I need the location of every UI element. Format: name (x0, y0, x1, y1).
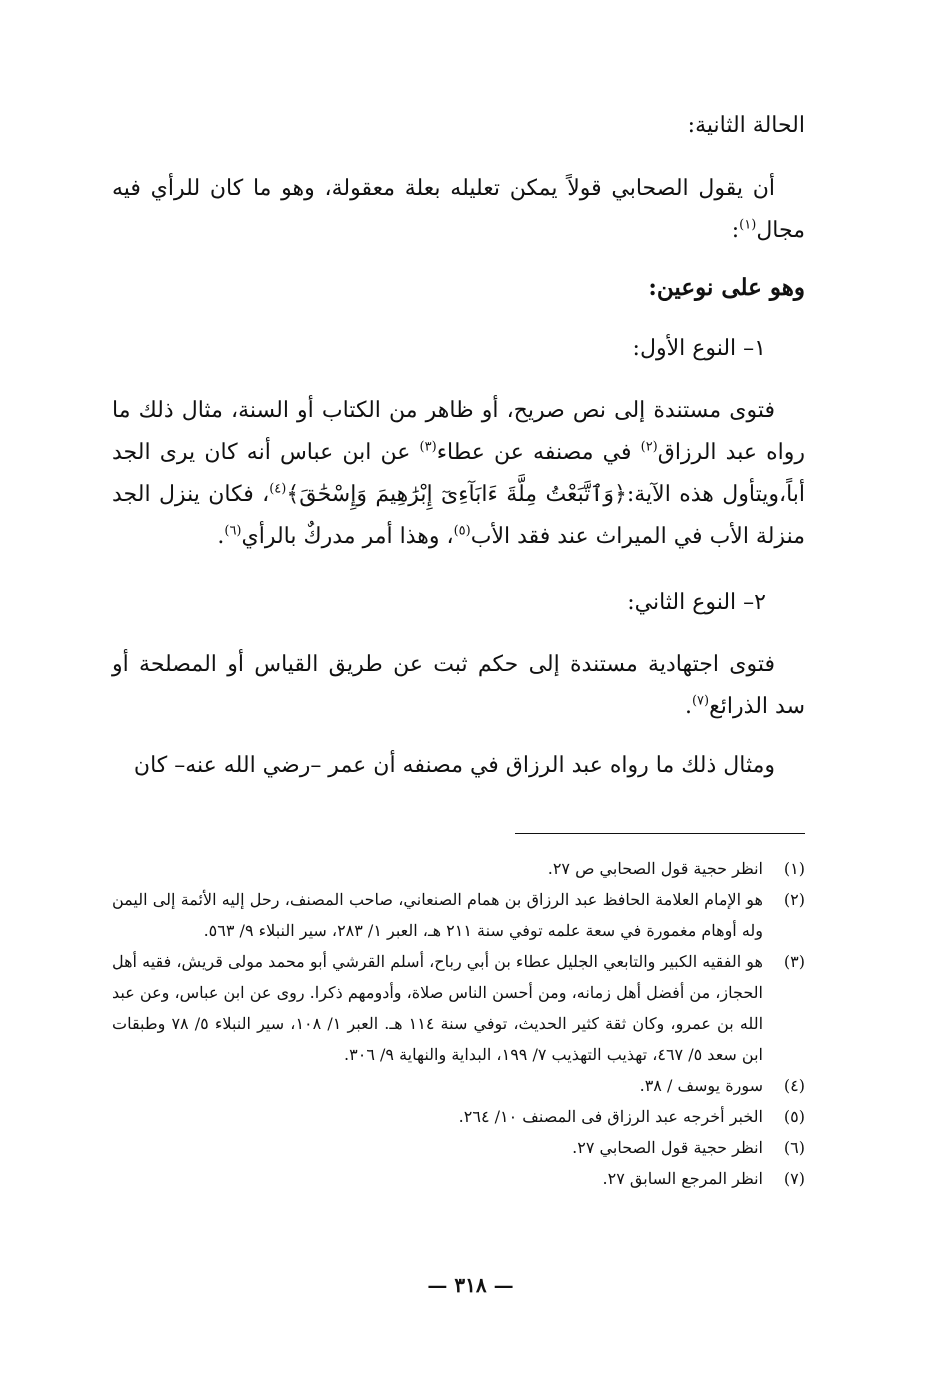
type1-text-1: فتوى مستندة إلى نص صريح، أو ظاهر من الكتاب أو السنة، مثال ذلك ما رواه عبد الرزاق (112, 398, 805, 465)
footnote-item (112, 1070, 805, 1101)
footnote-item (112, 1163, 805, 1194)
footnote-text: هو الفقيه الكبير والتابعي الجليل عطاء بن أبي رباح، أسلم القرشي أبو محمد مولى قريش، فقيه أهل الحجاز، من أفضل أهل زمانه، ومن أحسن الناس صلاة، وأدومهم ذكرا. روى عن ابن عباس، وعن عبد الله بن عمرو، وكان ثقة كثير الحديث، توفي سنة ١١٤ هـ. العبر ١/ ١٠٨، سير النبلاء ٥/ ٧٨ وطبقات ابن سعد ٥/ ٤٦٧، تهذيب التهذيب ٧/ ١٩٩، البداية والنهاية ٩/ ٣٠٦. (112, 952, 764, 1064)
type1-text-4: ، فكان ينزل الجد منزلة الأب في الميراث عند فقد الأب (112, 482, 805, 549)
footnote-ref-3[interactable]: (٣) (419, 439, 437, 455)
footnote-text: انظر المرجع السابق ٢٧. (602, 1169, 763, 1188)
footnote-item (112, 946, 805, 1070)
type2-text: فتوى اجتهادية مستندة إلى حكم ثبت عن طريق القياس أو المصلحة أو سد الذرائع (112, 652, 805, 719)
footnote-number: (٦) (783, 1138, 805, 1157)
type1-paragraph (112, 390, 805, 558)
footnote-item (112, 1132, 805, 1163)
type1-heading (633, 336, 766, 361)
footnote-item (112, 853, 805, 884)
footnote-text: سورة يوسف / ٣٨. (639, 1076, 763, 1095)
footnote-number: (٧) (783, 1169, 805, 1188)
footnote-ref-5[interactable]: (٥) (453, 523, 471, 539)
footnote-number: (٤) (783, 1076, 805, 1095)
types-heading-text: وهو على نوعين: (648, 274, 805, 301)
type2-end: . (684, 694, 692, 719)
footnote-ref-4[interactable]: (٤) (269, 481, 287, 497)
footnote-ref-2[interactable]: (٢) (640, 439, 658, 455)
quran-verse: ﴿وَٱتَّبَعْتُ مِلَّةَ ءَابَآءِىٓ إِبْرَٰهِيمَ وَإِسْحَٰقَ﴾ (286, 482, 627, 507)
footnote-text: انظر حجية قول الصحابي ٢٧. (572, 1138, 763, 1157)
section-title (688, 113, 805, 138)
footnotes (112, 853, 805, 1194)
example-text: ومثال ذلك ما رواه عبد الرزاق في مصنفه أن عمر –رضي الله عنه– كان (133, 753, 775, 778)
footnote-item (112, 884, 805, 946)
footnote-number: (٣) (783, 952, 805, 971)
types-heading (648, 274, 805, 301)
intro-text: أن يقول الصحابي قولاً يمكن تعليله بعلة معقولة، وهو ما كان للرأي فيه مجال (112, 176, 805, 243)
footnote-ref-1[interactable]: (١) (739, 217, 757, 233)
footnote-separator (515, 833, 805, 834)
footnote-ref-7[interactable]: (٧) (691, 693, 710, 709)
type1-heading-text: ١– النوع الأول: (632, 336, 766, 361)
footnote-text: هو الإمام العلامة الحافظ عبد الرزاق بن همام الصنعاني، صاحب المصنف، رحل إليه الأئمة إلى اليمن وله أوهام مغمورة في سعة علمه توفي سنة ٢١١ هـ، العبر ١/ ٢٨٣، سير النبلاء ٩/ ٥٦٣. (112, 890, 763, 940)
intro-paragraph (112, 168, 805, 252)
intro-end: : (731, 218, 740, 243)
footnote-number: (٢) (783, 890, 805, 909)
type2-heading-text: ٢– النوع الثاني: (627, 590, 766, 615)
type1-end: . (217, 524, 225, 549)
page-number: — ٣١٨ — (427, 1273, 514, 1297)
footnote-ref-6[interactable]: (٦) (224, 523, 242, 539)
footnote-text: انظر حجية قول الصحابي ص ٢٧. (547, 859, 763, 878)
section-title-text: الحالة الثانية: (687, 113, 805, 138)
type2-heading (627, 590, 766, 615)
footnote-item (112, 1101, 805, 1132)
type1-text-3: عن ابن عباس أنه كان يرى الجد أباً،ويتأول هذه الآية: (112, 440, 806, 507)
type2-paragraph (112, 644, 805, 728)
footnote-number: (١) (783, 859, 805, 878)
footnote-number: (٥) (783, 1107, 805, 1126)
type1-text-5: ، وهذا أمر مدركٌ بالرأي (241, 524, 454, 549)
example-paragraph (112, 745, 805, 787)
type1-text-2: في مصنفه عن عطاء (436, 440, 641, 465)
footnote-text: الخبر أخرجه عبد الرزاق فى المصنف ١٠/ ٢٦٤. (458, 1107, 763, 1126)
